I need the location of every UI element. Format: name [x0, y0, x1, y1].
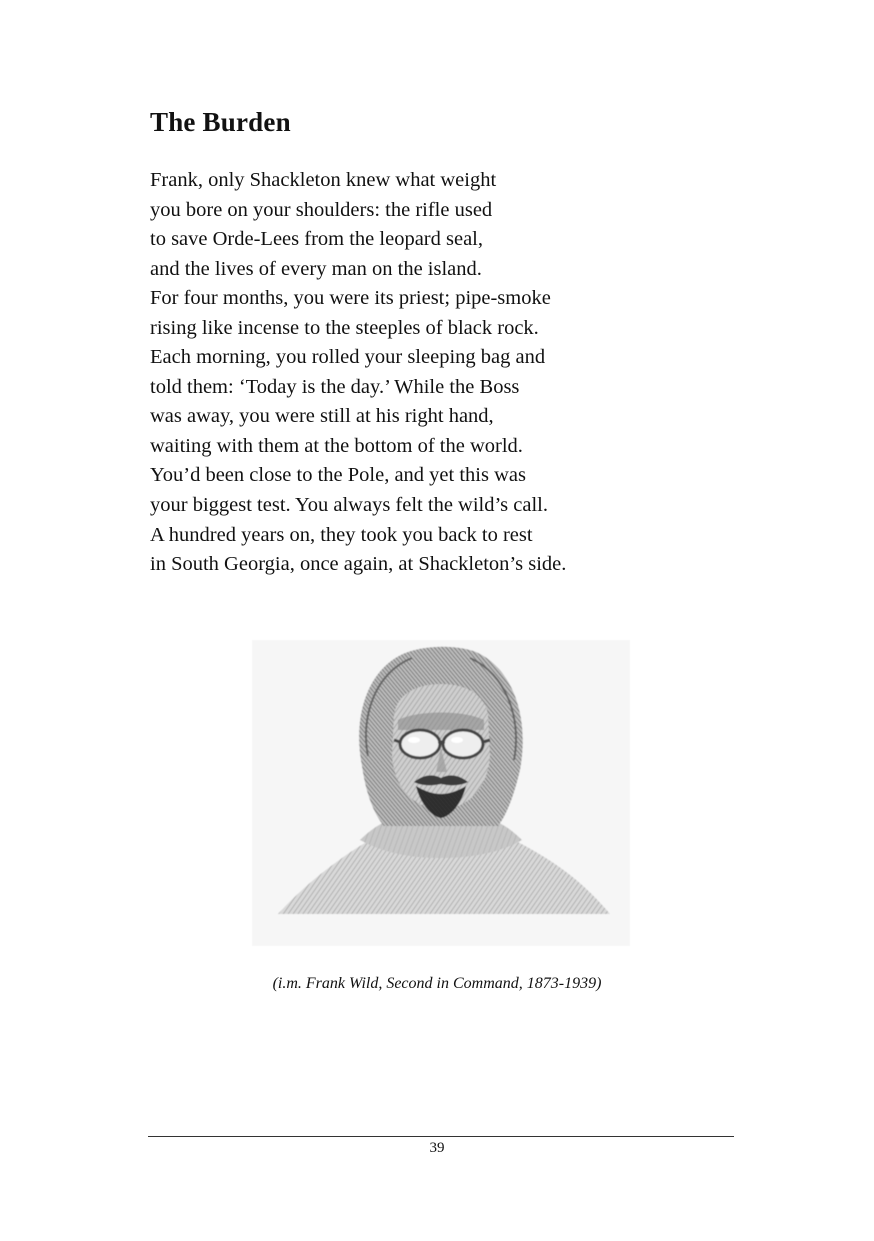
poem-body	[150, 166, 566, 580]
caption: (i.m. Frank Wild, Second in Command, 1873-1939)	[272, 975, 602, 992]
poem-line: told them: ‘Today is the day.’ While the Boss	[150, 375, 520, 398]
footer-divider	[148, 1136, 734, 1137]
poem-line: You’d been close to the Pole, and yet this was	[150, 464, 526, 487]
poem-line: you bore on your shoulders: the rifle used	[150, 198, 493, 221]
poem-line: in South Georgia, once again, at Shackleton’s side.	[150, 553, 567, 576]
poem-line: For four months, you were its priest; pipe-smoke	[150, 287, 551, 310]
poem-line: A hundred years on, they took you back to rest	[150, 523, 533, 546]
poem-line: and the lives of every man on the island.	[150, 257, 482, 280]
poem-line: waiting with them at the bottom of the world.	[150, 434, 523, 457]
pencil-portrait-icon	[248, 636, 634, 950]
poem-title: The Burden	[150, 107, 291, 137]
poem-line: was away, you were still at his right hand,	[150, 405, 494, 428]
page-number: 39	[429, 1140, 445, 1156]
poem-line: rising like incense to the steeples of black rock.	[150, 316, 539, 339]
poem-line: Frank, only Shackleton knew what weight	[150, 169, 497, 191]
poem-line: to save Orde-Lees from the leopard seal,	[150, 228, 483, 251]
poem-line: your biggest test. You always felt the wild’s call.	[150, 494, 548, 517]
poem-line: Each morning, you rolled your sleeping bag and	[150, 346, 546, 369]
